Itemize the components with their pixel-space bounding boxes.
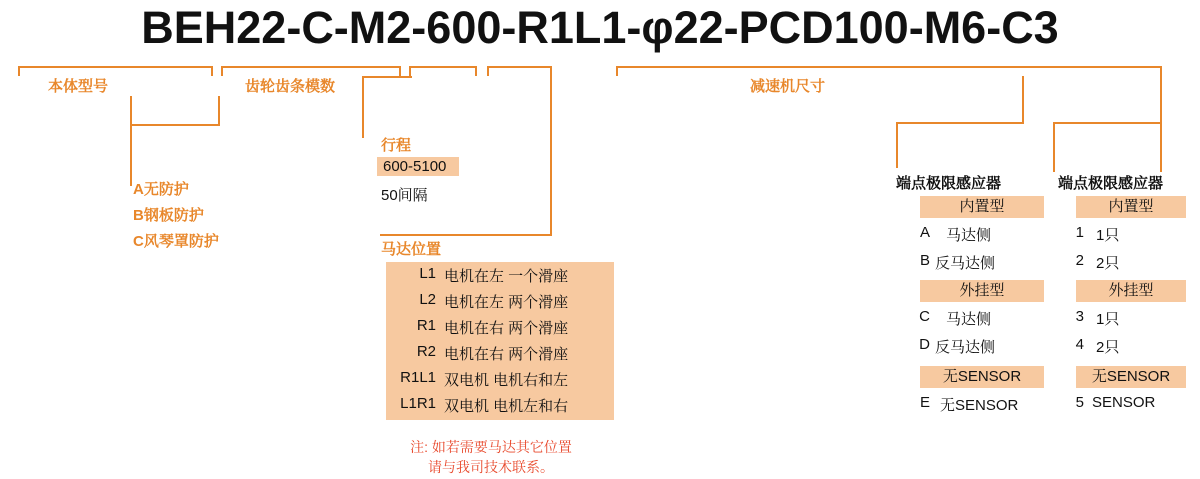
sensor-right-group1-band: [1076, 196, 1186, 218]
motor-elbow: [380, 234, 552, 236]
motor-row-code-3: R2: [416, 343, 436, 360]
bracket-gear-rack-tick-left: [221, 66, 223, 76]
sensor-right-drop-line: [1160, 76, 1162, 172]
protection-elbow-up: [218, 96, 220, 126]
stroke-range: 600-5100: [377, 157, 459, 176]
sensor-right-g2-desc-1: 2只: [1096, 339, 1120, 356]
sensor-left-drop-line: [1022, 76, 1024, 124]
sensor-right-group3-label: 无SENSOR: [1091, 368, 1171, 385]
motor-row-desc-5: 双电机 电机左和右: [444, 398, 569, 415]
bracket-reducer: [616, 66, 1162, 68]
motor-note-line-2: 请与我司技术联系。: [428, 459, 554, 475]
bracket-motor-top: [487, 66, 551, 68]
sensor-left-group1-band: [920, 196, 1044, 218]
bracket-motor-tick-left: [487, 66, 489, 76]
protection-elbow: [130, 124, 220, 126]
sensor-right-g3-code-0: 5: [1075, 394, 1084, 411]
motor-row-code-5: L1R1: [400, 395, 436, 412]
bracket-gear-rack-tick-right: [399, 66, 401, 76]
sensor-left-g2-desc-1: 反马达侧: [935, 339, 996, 356]
sensor-right-g1-code-0: 1: [1075, 224, 1084, 241]
sensor-right-g1-desc-1: 2只: [1096, 255, 1120, 272]
sensor-left-g3-code-0: E: [919, 394, 930, 411]
motor-row-desc-4: 双电机 电机右和左: [444, 372, 569, 389]
motor-drop-line: [550, 76, 552, 236]
protection-drop-line: [130, 96, 132, 186]
sensor-right-g1-desc-0: 1只: [1096, 227, 1120, 244]
sensor-right-title: 端点极限感应器: [1058, 175, 1164, 192]
sensor-right-g2-desc-0: 1只: [1096, 311, 1120, 328]
bracket-stroke-top: [409, 66, 477, 68]
protection-item-1: B钢板防护: [133, 207, 204, 224]
sensor-right-g3-desc-0: SENSOR: [1092, 394, 1156, 411]
sensor-left-g2-code-0: C: [919, 308, 930, 325]
sensor-right-elbow: [1053, 122, 1162, 124]
sensor-left-down: [896, 122, 898, 168]
motor-row-desc-3: 电机在右 两个滑座: [444, 346, 569, 363]
sensor-left-g3-desc-0: 无SENSOR: [940, 397, 1019, 414]
sensor-left-g1-code-1: B: [919, 252, 930, 269]
motor-row-code-2: R1: [416, 317, 436, 334]
sensor-right-group3-band: [1076, 366, 1186, 388]
motor-note-line-1: 注: 如若需要马达其它位置: [410, 439, 572, 455]
sensor-left-group2-band: [920, 280, 1044, 302]
sensor-left-g2-code-1: D: [919, 336, 930, 353]
sensor-left-g1-desc-0: 马达侧: [946, 227, 992, 244]
sensor-right-group2-label: 外挂型: [1108, 282, 1154, 299]
bracket-body-model: [18, 66, 213, 68]
stroke-elbow: [362, 76, 412, 78]
motor-row-code-1: L2: [419, 291, 436, 308]
motor-position-title: 马达位置: [381, 241, 442, 258]
sensor-left-elbow: [896, 122, 1024, 124]
bracket-body-model-tick-right: [211, 66, 213, 76]
sensor-left-group2-label: 外挂型: [959, 282, 1005, 299]
motor-row-desc-0: 电机在左 一个滑座: [444, 268, 569, 285]
label-body-model: 本体型号: [48, 78, 109, 95]
sensor-right-group2-band: [1076, 280, 1186, 302]
sensor-left-g2-desc-0: 马达侧: [946, 311, 992, 328]
sensor-right-col-line: [1053, 122, 1055, 172]
sensor-left-title: 端点极限感应器: [896, 175, 1002, 192]
motor-row-code-4: R1L1: [400, 369, 436, 386]
sensor-left-g1-code-0: A: [919, 224, 930, 241]
motor-row-code-0: L1: [419, 265, 436, 282]
bracket-reducer-tick-left: [616, 66, 618, 76]
protection-item-0: A无防护: [133, 181, 189, 198]
bracket-body-model-tick-left: [18, 66, 20, 76]
stroke-interval: 50间隔: [381, 187, 428, 204]
bracket-reducer-tick-right: [1160, 66, 1162, 76]
motor-row-desc-1: 电机在左 两个滑座: [444, 294, 569, 311]
sensor-right-group1-label: 内置型: [1108, 198, 1154, 215]
sensor-left-group1-label: 内置型: [959, 198, 1005, 215]
bracket-stroke-tick-right: [475, 66, 477, 76]
motor-row-desc-2: 电机在右 两个滑座: [444, 320, 569, 337]
label-gear-rack-module: 齿轮齿条模数: [245, 78, 336, 95]
sensor-left-g1-desc-1: 反马达侧: [935, 255, 996, 272]
bracket-gear-rack: [221, 66, 401, 68]
protection-item-2: C风琴罩防护: [133, 233, 219, 250]
sensor-left-group3-band: [920, 366, 1044, 388]
label-reducer-size: 减速机尺寸: [750, 78, 826, 95]
sensor-right-g2-code-0: 3: [1075, 308, 1084, 325]
sensor-right-g2-code-1: 4: [1075, 336, 1084, 353]
sensor-right-g1-code-1: 2: [1075, 252, 1084, 269]
sensor-left-group3-label: 无SENSOR: [942, 368, 1022, 385]
part-number-title: BEH22-C-M2-600-R1L1-φ22-PCD100-M6-C3: [141, 2, 1059, 53]
stroke-title: 行程: [381, 137, 412, 154]
stroke-drop-line: [362, 76, 364, 138]
